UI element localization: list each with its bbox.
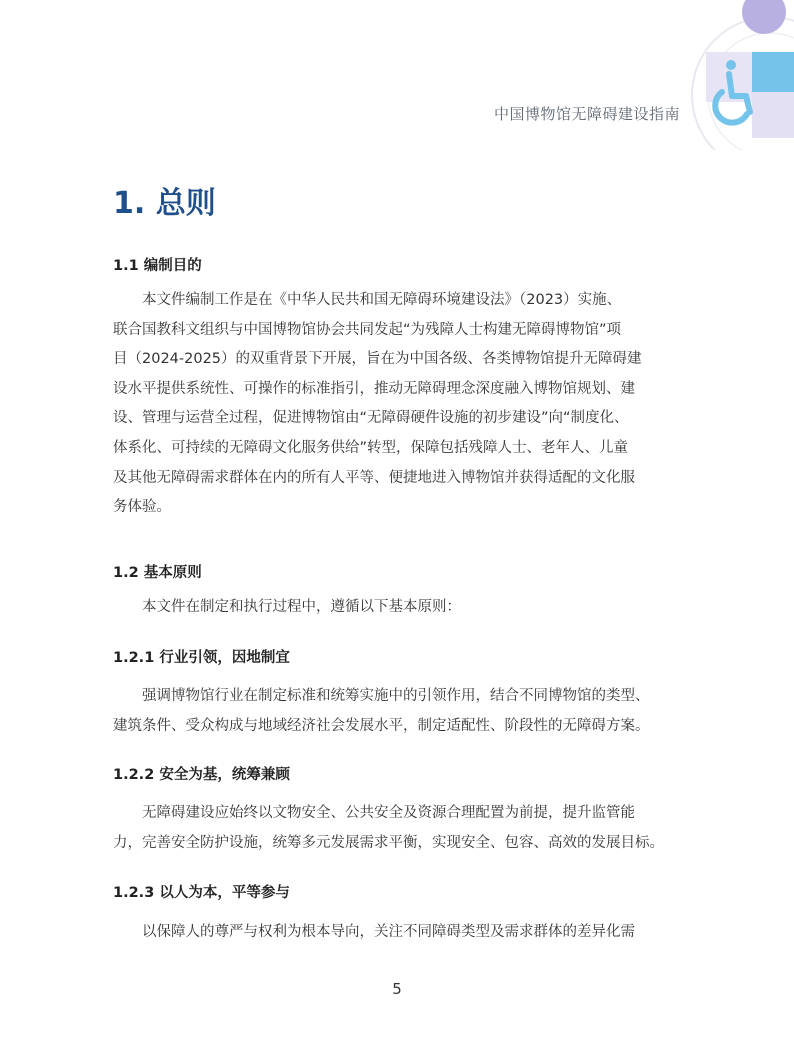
paragraph-1-2-3 bbox=[113, 918, 683, 948]
paragraph-1-1 bbox=[113, 286, 683, 523]
header-decoration bbox=[0, 0, 794, 150]
section-heading-1-2-2: 1.2.2 安全为基，统筹兼顾 bbox=[113, 767, 290, 783]
chapter-title: 1. 总则 bbox=[113, 186, 216, 221]
section-heading-1-2-1: 1.2.1 行业引领，因地制宜 bbox=[113, 650, 290, 666]
text-line: 联合国教科文组织与中国博物馆协会共同发起“为残障人士构建无障碍博物馆”项 bbox=[113, 321, 622, 338]
wheelchair-accessibility-icon bbox=[715, 60, 750, 123]
text-line: 目（2024-2025）的双重背景下开展，旨在为中国各级、各类博物馆提升无障碍建 bbox=[113, 351, 642, 368]
text-line: 无障碍建设应始终以文物安全、公共安全及资源合理配置为前提，提升监管能 bbox=[113, 805, 635, 821]
text-line: 力，完善安全防护设施，统筹多元发展需求平衡，实现安全、包容、高效的发展目标。 bbox=[113, 834, 664, 851]
text-line: 强调博物馆行业在制定标准和统筹实施中的引领作用，结合不同博物馆的类型、 bbox=[113, 688, 650, 704]
page-number: 5 bbox=[392, 980, 402, 998]
text-line: 设水平提供系统性、可操作的标准指引，推动无障碍理念深度融入博物馆规划、建 bbox=[113, 380, 635, 397]
text-line: 及其他无障碍需求群体在内的所有人平等、便捷地进入博物馆并获得适配的文化服 bbox=[113, 469, 635, 486]
light-lavender-block bbox=[752, 92, 794, 138]
text-line: 本文件在制定和执行过程中，遵循以下基本原则： bbox=[113, 599, 461, 615]
paragraph-1-2-2 bbox=[113, 799, 683, 858]
section-heading-1-2-3: 1.2.3 以人为本，平等参与 bbox=[113, 885, 290, 901]
section-heading-1-2: 1.2 基本原则 bbox=[113, 565, 202, 581]
text-line: 设、管理与运营全过程，促进博物馆由“无障碍硬件设施的初步建设”向“制度化、 bbox=[113, 410, 629, 427]
text-line: 建筑条件、受众构成与地域经济社会发展水平，制定适配性、阶段性的无障碍方案。 bbox=[113, 717, 650, 734]
text-line: 体系化、可持续的无障碍文化服务供给”转型，保障包括残障人士、老年人、儿童 bbox=[113, 439, 629, 456]
sky-blue-block bbox=[752, 52, 794, 92]
paragraph-1-2-intro bbox=[113, 593, 683, 623]
paragraph-1-2-1 bbox=[113, 682, 683, 741]
decoration-rings bbox=[692, 17, 794, 150]
lavender-circle bbox=[742, 0, 786, 34]
text-line: 以保障人的尊严与权利为根本导向，关注不同障碍类型及需求群体的差异化需 bbox=[113, 924, 635, 940]
text-line: 本文件编制工作是在《中华人民共和国无障碍环境建设法》（2023）实施、 bbox=[113, 292, 622, 308]
pale-lavender-block bbox=[706, 52, 752, 102]
section-heading-1-1: 1.1 编制目的 bbox=[113, 258, 202, 274]
text-line: 务体验。 bbox=[113, 499, 171, 516]
running-header: 中国博物馆无障碍建设指南 bbox=[493, 105, 680, 123]
